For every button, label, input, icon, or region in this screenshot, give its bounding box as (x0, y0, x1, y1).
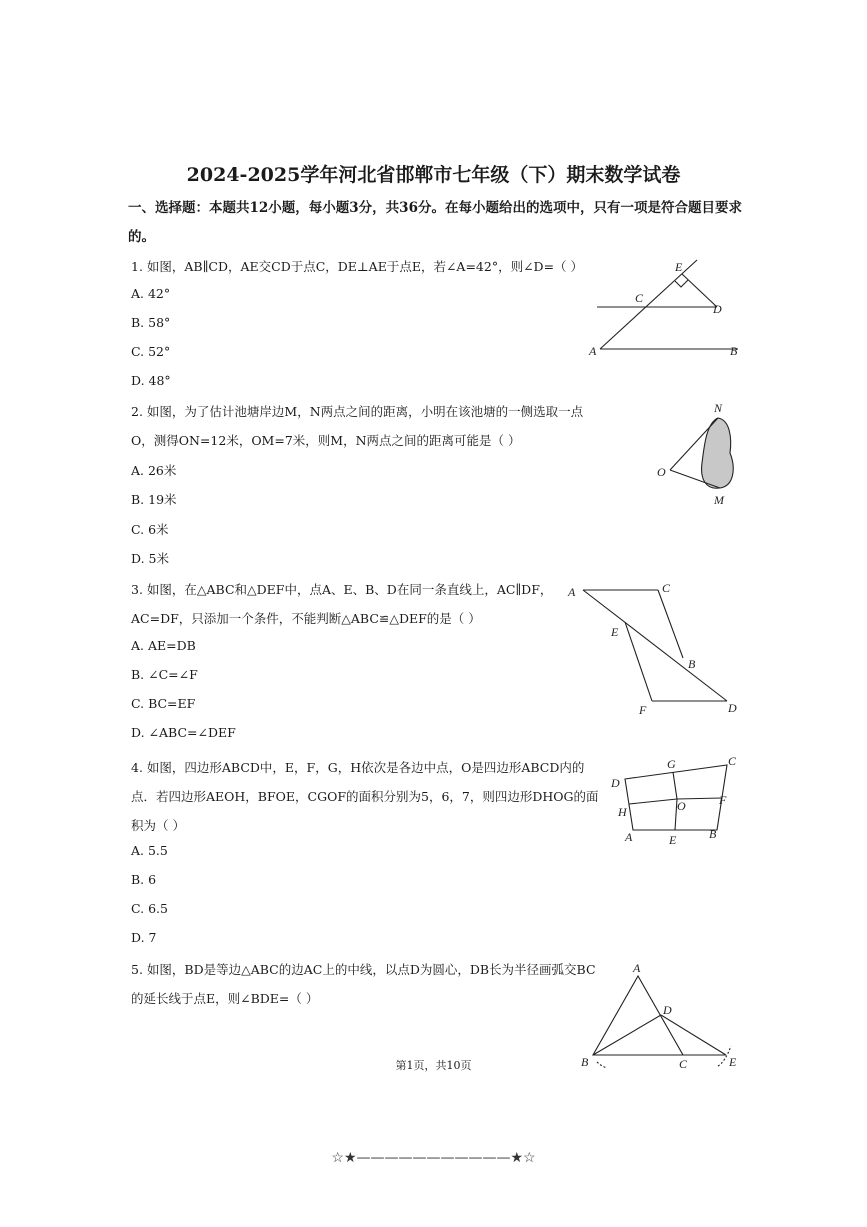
line-ef (625, 622, 652, 701)
q3-option-c: C. BC=EF (131, 696, 196, 711)
right-angle-mark (675, 280, 688, 287)
label-d: D (663, 1003, 672, 1017)
line-ho (629, 799, 677, 804)
decorative-stars-divider: ☆★———————————★☆ (331, 1150, 536, 1166)
q4-option-d: D. 7 (131, 930, 157, 945)
label-d: D (728, 701, 737, 715)
question-1-stem: 1. 如图，AB∥CD，AE交CD于点C，DE⊥AE于点E，若∠A=42°，则∠D=（ ） (131, 259, 584, 274)
question-5-stem: 5. 如图，BD是等边△ABC的边AC上的中线，以点D为圆心，DB长为半径画弧交BC的延长线于点E，则∠BDE=（ ） (131, 962, 596, 1006)
label-d: D (713, 302, 722, 316)
line-go (673, 772, 677, 799)
section-heading: 一、选择题：本题共12小题，每小题3分，共36分。在每小题给出的选项中，只有一项是符合题目要求的。 (128, 200, 742, 245)
line-bd (593, 1015, 661, 1055)
label-d: D (611, 776, 620, 790)
line-de (682, 274, 717, 307)
line-de (661, 1015, 726, 1055)
label-a: A (625, 830, 633, 844)
question-4-stem: 4. 如图，四边形ABCD中，E，F，G，H依次是各边中点，O是四边形ABCD内的点．若四边形AEOH，BFOE，CGOF的面积分别为5，6，7，则四边形DHOG的面积为（ ） (131, 760, 599, 833)
q3-option-a: A. AE=DB (131, 638, 196, 653)
q4-option-b: B. 6 (131, 872, 157, 887)
label-a: A (633, 961, 641, 975)
label-c: C (728, 754, 737, 768)
label-h: H (618, 805, 627, 819)
q1-option-a: A. 42° (131, 286, 171, 301)
page-footer: 第1页，共10页 (395, 1059, 472, 1072)
page-title: 2024-2025学年河北省邯郸市七年级（下）期末数学试卷 (186, 164, 681, 186)
label-e: E (729, 1055, 737, 1069)
label-b: B (730, 344, 738, 358)
q2-option-c: C. 6米 (131, 522, 169, 537)
label-c: C (679, 1057, 688, 1071)
label-g: G (667, 757, 676, 771)
label-e: E (669, 833, 677, 847)
label-b: B (581, 1055, 589, 1069)
line-ae (600, 260, 697, 349)
label-b: B (688, 657, 696, 671)
q3-figure (565, 578, 750, 718)
q2-figure (650, 398, 750, 510)
q4-option-a: A. 5.5 (131, 843, 168, 858)
label-m: M (714, 493, 724, 507)
label-c: C (635, 291, 644, 305)
q1-option-c: C. 52° (131, 344, 171, 359)
q4-figure (605, 752, 755, 852)
q3-option-d: D. ∠ABC=∠DEF (131, 725, 236, 740)
q4-option-c: C. 6.5 (131, 901, 168, 916)
q2-option-a: A. 26米 (131, 463, 177, 478)
q5-figure (575, 958, 750, 1073)
label-o: O (657, 465, 666, 479)
label-e: E (611, 625, 619, 639)
label-n: N (714, 401, 723, 415)
pond-shape (702, 418, 734, 488)
label-f: F (719, 793, 727, 807)
label-b: B (709, 827, 717, 841)
q2-option-b: B. 19米 (131, 492, 177, 507)
line-cb (658, 590, 683, 658)
question-3-stem: 3. 如图，在△ABC和△DEF中，点A、E、B、D在同一条直线上，AC∥DF，AC=DF，只添加一个条件，不能判断△ABC≌△DEF的是（ ） (131, 582, 553, 626)
label-c: C (662, 581, 671, 595)
label-o: O (677, 799, 686, 813)
label-a: A (589, 344, 597, 358)
label-e: E (675, 260, 683, 274)
line-ad (583, 590, 727, 701)
q1-figure (585, 255, 755, 365)
q1-option-b: B. 58° (131, 315, 171, 330)
label-f: F (639, 703, 647, 717)
q1-option-d: D. 48° (131, 373, 171, 388)
q2-option-d: D. 5米 (131, 551, 169, 566)
question-2-stem: 2. 如图，为了估计池塘岸边M，N两点之间的距离，小明在该池塘的一侧选取一点O，测得ON=12米，OM=7米，则M，N两点之间的距离可能是（ ） (131, 404, 584, 448)
q3-option-b: B. ∠C=∠F (131, 667, 198, 682)
label-a: A (568, 585, 576, 599)
